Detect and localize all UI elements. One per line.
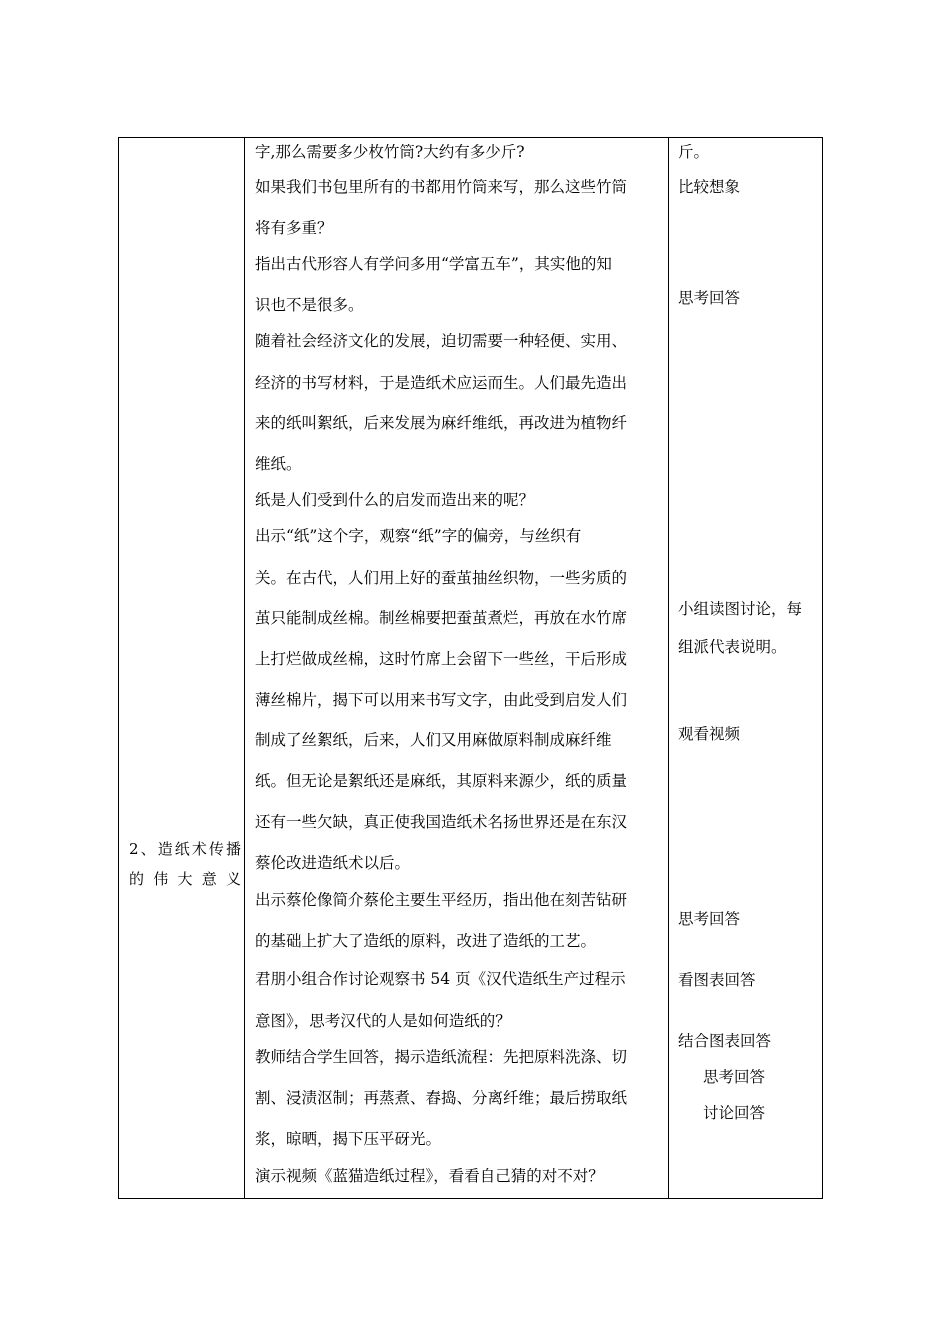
text-line: 经济的书写材料，于是造纸术应运而生。人们最先造出: [255, 374, 628, 392]
text-line: 如果我们书包里所有的书都用竹筒来写，那么这些竹筒: [255, 178, 628, 196]
text-line: 纸是人们受到什么的启发而造出来的呢？: [255, 491, 535, 509]
text-line: 维纸。: [255, 455, 302, 473]
text-line: 意图》，思考汉代的人是如何造纸的？: [255, 1012, 511, 1030]
activity-text: 观看视频: [678, 725, 741, 743]
text-line: 出示“纸”这个字，观察“纸”字的偏旁，与丝织有: [255, 527, 582, 545]
lesson-table: [118, 137, 823, 1199]
text-line: 制成了丝絮纸，后来，人们又用麻做原料制成麻纤维: [255, 731, 612, 749]
teacher-activity-column: [245, 138, 668, 1198]
text-line: 蔡伦改进造纸术以后。: [255, 854, 411, 872]
activity-text: 思考回答: [678, 910, 741, 928]
activity-text: 思考回答: [678, 289, 741, 307]
text-line: 识也不是很多。: [255, 296, 364, 314]
text-line: 来的纸叫絮纸，后来发展为麻纤维纸，再改进为植物纤: [255, 414, 628, 432]
text-line: 上打烂做成丝棉，这时竹席上会留下一些丝，干后形成: [255, 650, 628, 668]
text-line: 将有多重？: [255, 219, 333, 237]
activity-text: 斤。: [678, 143, 710, 161]
text-line: 字,那么需要多少枚竹筒?大约有多少斤?: [255, 143, 525, 161]
text-line: 割、浸渍沤制；再蒸煮、舂捣、分离纤维；最后捞取纸: [255, 1089, 628, 1107]
text-line: 出示蔡伦像简介蔡伦主要生平经历，指出他在刻苦钻研: [255, 891, 628, 909]
activity-text: 比较想象: [678, 178, 741, 196]
text-line: 指出古代形容人有学问多用“学富五车”，其实他的知: [255, 255, 612, 273]
text-line: 浆，晾晒，揭下压平砑光。: [255, 1130, 442, 1148]
section-title: 2、造纸术传播的伟大意义: [129, 840, 241, 888]
text-line: 演示视频《蓝猫造纸过程》，看看自己猜的对不对？: [255, 1167, 604, 1185]
activity-text: 思考回答: [703, 1068, 766, 1086]
text-line: 纸。但无论是絮纸还是麻纸，其原料来源少，纸的质量: [255, 772, 628, 790]
text-line: 的基础上扩大了造纸的原料，改进了造纸的工艺。: [255, 932, 597, 950]
activity-text: 组派代表说明。: [678, 638, 787, 656]
activity-text: 讨论回答: [703, 1104, 766, 1122]
text-line: 教师结合学生回答，揭示造纸流程：先把原料洗涤、切: [255, 1048, 628, 1066]
student-activity-column: [669, 138, 823, 1198]
text-line: 关。在古代，人们用上好的蚕茧抽丝织物，一些劣质的: [255, 569, 628, 587]
text-line: 薄丝棉片，揭下可以用来书写文字，由此受到启发人们: [255, 691, 628, 709]
text-line: 还有一些欠缺，真正使我国造纸术名扬世界还是在东汉: [255, 813, 628, 831]
text-line: 茧只能制成丝棉。制丝棉要把蚕茧煮烂，再放在水竹席: [255, 609, 628, 627]
activity-text: 看图表回答: [678, 971, 756, 989]
activity-text: 小组读图讨论，每: [678, 600, 803, 618]
activity-text: 结合图表回答: [678, 1032, 772, 1050]
section-column: [119, 138, 244, 1198]
text-line: 君朋小组合作讨论观察书 54 页《汉代造纸生产过程示: [255, 970, 626, 988]
text-line: 随着社会经济文化的发展，迫切需要一种轻便、实用、: [255, 332, 628, 350]
